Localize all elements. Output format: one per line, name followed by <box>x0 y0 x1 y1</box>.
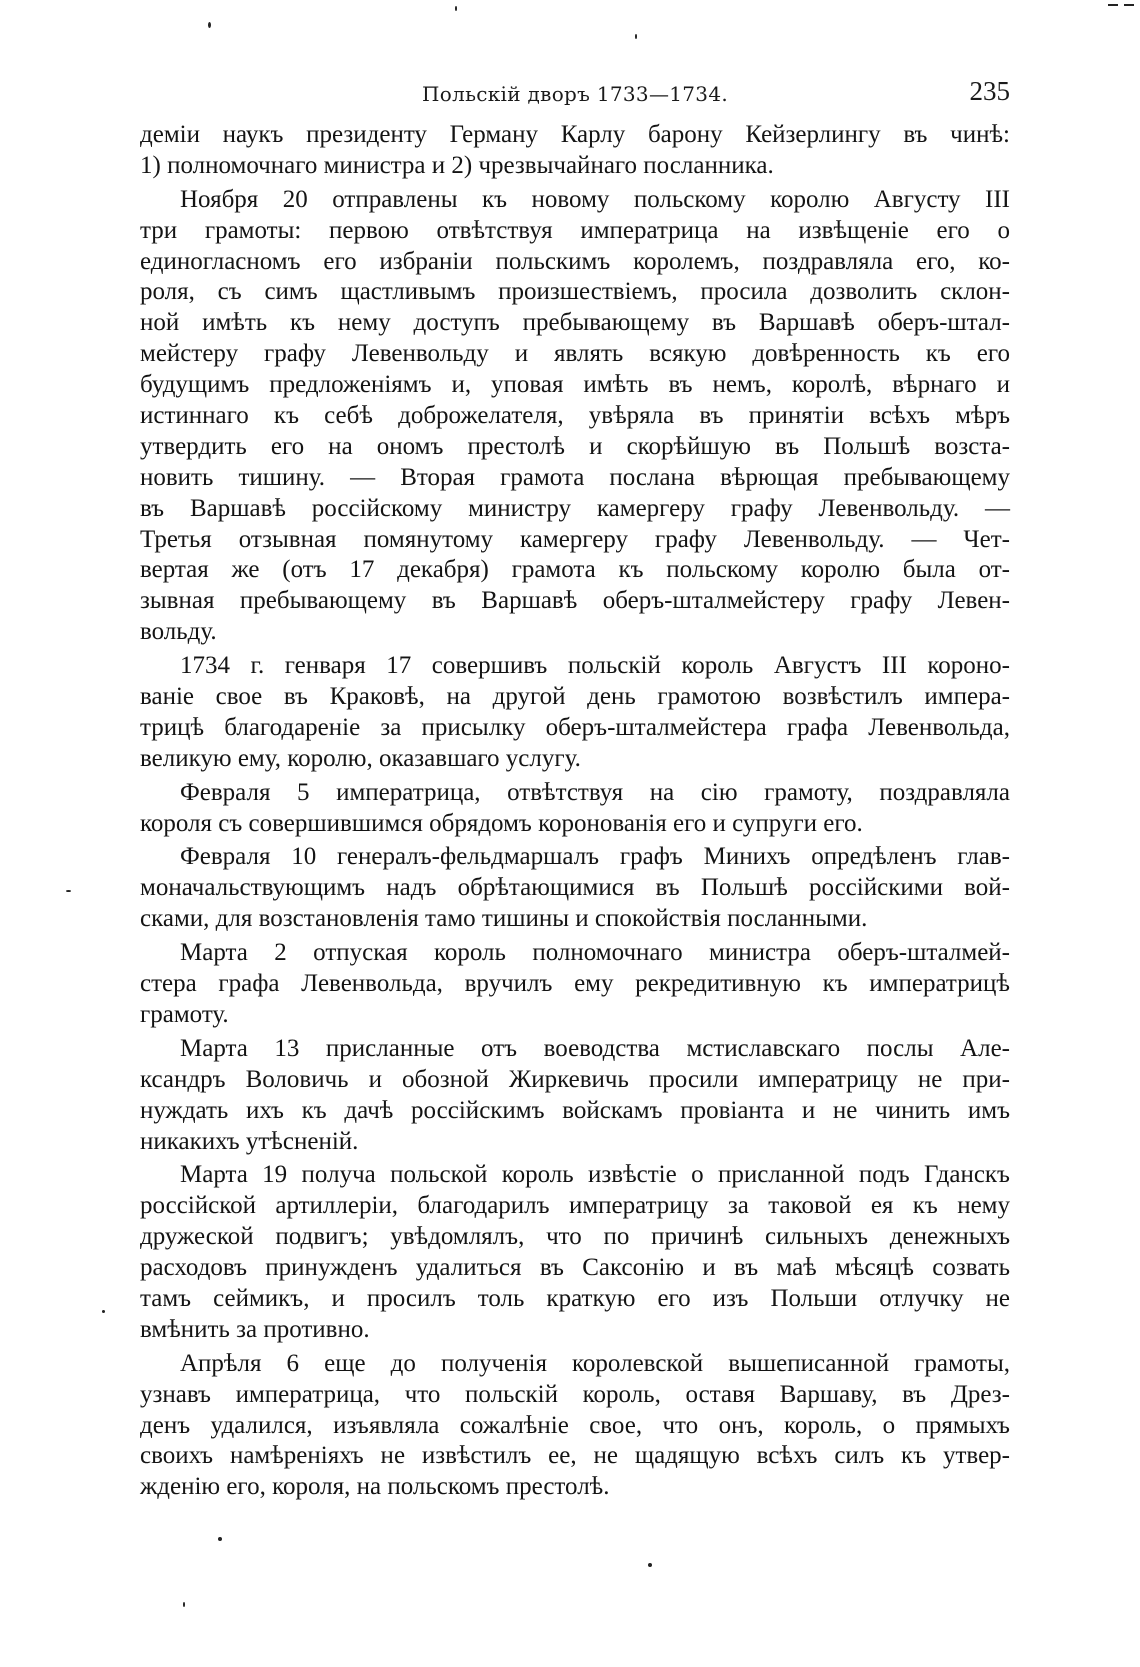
text-line: 1) полномочнаго министра и 2) чрезвычайнаго посланника. <box>140 151 774 179</box>
running-title: Польскій дворъ 1733—1734. <box>421 82 728 106</box>
text-line: три грамоты: первою отвѣтствуя императрица на извѣщеніе его о <box>140 216 1010 244</box>
text-line: денъ удалился, изъявляла сожалѣніе свое, что онъ, король, о прямыхъ <box>140 1411 1010 1439</box>
text-line: ной имѣть къ нему доступъ пребывающему въ Варшавѣ оберъ-штал- <box>140 309 1010 337</box>
text-line: Февраля 10 генералъ-фельдмаршалъ графъ Минихъ опредѣленъ глав- <box>180 843 1010 871</box>
text-line: новить тишину. — Вторая грамота послана вѣрющая пребывающему <box>140 463 1010 491</box>
text-line: трицѣ благодареніе за присылку оберъ-шталмейстера графа Левенвольда, <box>140 713 1010 741</box>
scan-speck <box>1108 4 1118 6</box>
text-line: вертая же (отъ 17 декабря) грамота къ польскому королю была от- <box>140 556 1010 584</box>
scan-speck <box>648 1563 652 1567</box>
text-line: Марта 19 получа польской король извѣстіе о присланной подъ Гданскъ <box>180 1161 1010 1189</box>
text-line: Апрѣля 6 еще до полученія королевской вышеписанной грамоты, <box>180 1349 1010 1377</box>
text-line: расходовъ принужденъ удалиться въ Саксонію и въ маѣ мѣсяцѣ созвать <box>140 1254 1010 1282</box>
text-line: утвердить его на ономъ престолѣ и скорѣйшую въ Польшѣ возста- <box>140 432 1010 460</box>
text-line: грамоту. <box>140 1000 229 1028</box>
text-line: ксандръ Воловичь и обозной Жиркевичь просили императрицу не при- <box>140 1065 1010 1093</box>
text-line: вольду. <box>140 618 217 646</box>
text-line: истиннаго къ себѣ доброжелателя, увѣряла въ принятіи всѣхъ мѣръ <box>140 402 1010 430</box>
body-text <box>140 120 1010 1506</box>
text-line: ваніе свое въ Краковѣ, на другой день грамотою возвѣстилъ импера- <box>140 683 1010 711</box>
text-line: единогласномъ его избраніи польскимъ королемъ, поздравляла его, ко- <box>140 247 1010 275</box>
text-line: стера графа Левенвольда, вручилъ ему рекредитивную къ императрицѣ <box>140 970 1010 998</box>
text-line: будущимъ предложеніямъ и, уповая имѣть въ немъ, королѣ, вѣрнаго и <box>140 371 1010 399</box>
text-line: россійской артиллеріи, благодарилъ императрицу за таковой ея къ нему <box>140 1192 1010 1220</box>
text-line: короля съ совершившимся обрядомъ коронованія его и супруги его. <box>140 809 863 837</box>
text-line: своихъ намѣреніяхъ не извѣстилъ ее, не щадящую всѣхъ силъ къ утвер- <box>140 1442 1010 1470</box>
scan-speck <box>66 890 71 892</box>
text-line: Февраля 5 императрица, отвѣтствуя на сію грамоту, поздравляла <box>180 778 1010 806</box>
paragraph <box>140 120 1010 182</box>
scan-speck <box>218 1537 222 1541</box>
text-line: зывная пребывающему въ Варшавѣ оберъ-шталмейстеру графу Левен- <box>140 587 1010 615</box>
text-line: Марта 2 отпуская король полномочнаго министра оберъ-шталмей- <box>180 939 1010 967</box>
text-line: 1734 г. генваря 17 совершивъ польскій король Августъ III короно- <box>180 652 1010 680</box>
paragraph <box>140 842 1010 935</box>
text-line: дружеской подвигъ; увѣдомлялъ, что по причинѣ сильныхъ денежныхъ <box>140 1223 1010 1251</box>
text-line: Ноября 20 отправлены къ новому польскому королю Августу III <box>180 185 1010 213</box>
text-line: великую ему, королю, оказавшаго услугу. <box>140 744 581 772</box>
text-line: Третья отзывная помянутому камергеру графу Левенвольду. — Чет- <box>140 525 1010 553</box>
page-number: 235 <box>969 76 1010 106</box>
scan-speck <box>208 22 211 28</box>
text-line: вмѣнить за противно. <box>140 1315 370 1343</box>
scan-speck <box>635 34 637 39</box>
text-line: узнавъ императрица, что польскій король, оставя Варшаву, въ Дрез- <box>140 1380 1010 1408</box>
paragraph <box>140 1160 1010 1345</box>
paragraph <box>140 185 1010 648</box>
paragraph <box>140 651 1010 775</box>
text-line: тамъ сеймикъ, и просилъ толь краткую его изъ Польши отлучку не <box>140 1284 1010 1312</box>
paragraph <box>140 778 1010 840</box>
scan-speck <box>1124 4 1134 6</box>
text-line: нуждать ихъ къ дачѣ россійскимъ войскамъ провіанта и не чинить имъ <box>140 1096 1010 1124</box>
text-line: роля, съ симъ щастливымъ произшествіемъ, просила дозволить склон- <box>140 278 1010 306</box>
text-line: моначальствующимъ надъ обрѣтающимися въ Польшѣ россійскими вой- <box>140 874 1010 902</box>
text-line: деміи наукъ президенту Герману Карлу барону Кейзерлингу въ чинѣ: <box>140 121 1010 148</box>
text-line: жденію его, короля, на польскомъ престолѣ. <box>140 1473 610 1501</box>
paragraph <box>140 938 1010 1031</box>
scan-speck <box>455 6 457 11</box>
scan-speck <box>183 1602 185 1607</box>
scan-speck <box>102 1310 105 1313</box>
text-line: сками, для возстановленія тамо тишины и спокойствія посланными. <box>140 905 868 933</box>
paragraph <box>140 1349 1010 1503</box>
text-line: въ Варшавѣ россійскому министру камергеру графу Левенвольду. — <box>140 494 1010 522</box>
text-line: никакихъ утѣсненій. <box>140 1127 359 1155</box>
page-header <box>140 74 1010 114</box>
paragraph <box>140 1034 1010 1158</box>
text-line: Марта 13 присланные отъ воеводства мстиславскаго послы Але- <box>180 1034 1010 1062</box>
text-line: мейстеру графу Левенвольду и являть всякую довѣренность къ его <box>140 340 1010 368</box>
